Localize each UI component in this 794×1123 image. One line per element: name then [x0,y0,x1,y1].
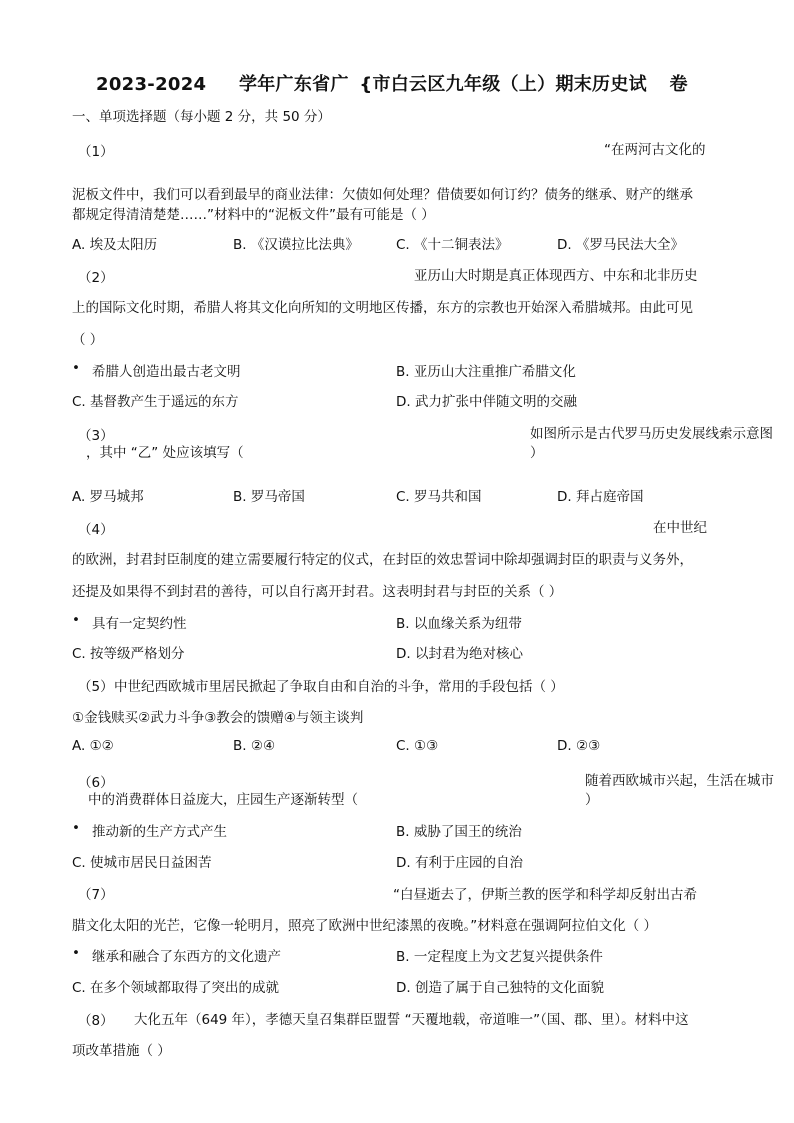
option-d[interactable]: D. ②③ [557,738,601,754]
option-b[interactable]: B. ②④ [233,738,276,754]
question-text: ①金钱赎买②武力斗争③教会的馈赠④与领主谈判 [72,710,364,726]
question-text: 如图所示是古代罗马历史发展线索示意图 [530,426,773,442]
title-year: 2023-2024 [96,74,207,95]
option-d[interactable]: D. 创造了属于自己独特的文化面貌 [396,980,604,996]
question-number: （2） [78,270,114,286]
question-number: （8） [78,1013,114,1029]
option-c[interactable]: C. 使城市居民日益困苦 [72,855,212,871]
option-d[interactable]: D. 有利于庄园的自治 [396,855,523,871]
question-text: 还提及如果得不到封君的善待，可以自行离开封君。这表明封君与封臣的关系（ ） [72,584,563,600]
question-text: 中的消费群体日益庞大，庄园生产逐渐转型（ [88,792,358,808]
bullet-icon: • [72,612,80,628]
section-heading: 一、单项选择题（每小题 2 分，共 50 分） [72,109,331,125]
question-number: （3） [78,428,114,444]
option-a[interactable]: 希腊人创造出最古老文明 [92,364,241,380]
question-text: “在两河古文化的 [604,142,706,158]
question-number: （6） [78,775,114,791]
option-c[interactable]: C. 按等级严格划分 [72,646,185,662]
question-text: 项改革措施（ ） [72,1043,171,1059]
question-number: （5） [78,679,114,695]
option-a[interactable]: A. 罗马城邦 [72,489,144,505]
title-segment: 卷 [669,74,688,95]
question-number: （7） [78,887,114,903]
question-text: ，其中 “乙” 处应该填写（ [86,445,244,461]
option-c[interactable]: C. 在多个领域都取得了突出的成就 [72,980,280,996]
question-text: “白昼逝去了，伊斯兰教的医学和科学却反射出古希 [393,887,697,903]
title-segment: {市白云区九年级（上）期末历史试 [359,74,647,95]
option-a[interactable]: 具有一定契约性 [92,616,187,632]
option-b[interactable]: B. 亚历山大注重推广希腊文化 [396,364,576,380]
option-a[interactable]: 继承和融合了东西方的文化遗产 [92,949,281,965]
question-text: 都规定得清清楚楚……”材料中的“泥板文件”最有可能是（ ） [72,207,435,223]
question-text: ） [585,792,599,808]
option-a[interactable]: A. 埃及太阳历 [72,237,158,253]
title-segment: 学年广东省广 [238,74,349,95]
option-d[interactable]: D. 以封君为绝对核心 [396,646,523,662]
option-d[interactable]: D. 拜占庭帝国 [557,489,644,505]
option-c[interactable]: C. 罗马共和国 [396,489,482,505]
option-b[interactable]: B. 罗马帝国 [233,489,305,505]
bullet-icon: • [72,945,80,961]
option-d[interactable]: D. 武力扩张中伴随文明的交融 [396,394,577,410]
option-b[interactable]: B. 以血缘关系为纽带 [396,616,522,632]
question-text: 中世纪西欧城市里居民掀起了争取自由和自治的斗争，常用的手段包括（ ） [114,679,564,695]
option-c[interactable]: C. 《十二铜表法》 [396,237,509,253]
page-title [96,70,688,96]
option-a[interactable]: A. ①② [72,738,114,754]
option-b[interactable]: B. 一定程度上为文艺复兴提供条件 [396,949,603,965]
bullet-icon: • [72,820,80,836]
option-b[interactable]: B. 《汉谟拉比法典》 [233,237,359,253]
option-c[interactable]: C. 基督教产生于遥远的东方 [72,394,239,410]
question-number: （1） [78,144,114,160]
question-text: 的欧洲，封君封臣制度的建立需要履行特定的仪式，在封臣的效忠誓词中除却强调封臣的职责与义务外， [72,552,693,568]
question-text: （ ） [72,332,104,348]
question-text: 在中世纪 [653,520,707,536]
option-b[interactable]: B. 威胁了国王的统治 [396,824,522,840]
bullet-icon: • [72,360,80,376]
option-d[interactable]: D. 《罗马民法大全》 [557,237,684,253]
question-number: （4） [78,522,114,538]
question-text: 亚历山大时期是真正体现西方、中东和北非历史 [414,268,698,284]
question-text: 腊文化太阳的光芒，它像一轮明月，照亮了欧洲中世纪漆黑的夜晚。”材料意在强调阿拉伯文化（ ） [72,918,658,934]
question-text: 随着西欧城市兴起，生活在城市 [585,773,774,789]
question-text: 泥板文件中，我们可以看到最早的商业法律：欠债如何处理？借债要如何订约？债务的继承、财产的继承 [72,187,693,203]
option-c[interactable]: C. ①③ [396,738,439,754]
question-text: 大化五年（649 年），孝德天皇召集群臣盟誓 “天覆地载，帝道唯一”（国、郡、里）。材料中这 [134,1012,689,1028]
question-text: 上的国际文化时期，希腊人将其文化向所知的文明地区传播，东方的宗教也开始深入希腊城邦。由此可见 [72,300,693,316]
question-text: ） [530,445,544,461]
option-a[interactable]: 推动新的生产方式产生 [92,824,227,840]
